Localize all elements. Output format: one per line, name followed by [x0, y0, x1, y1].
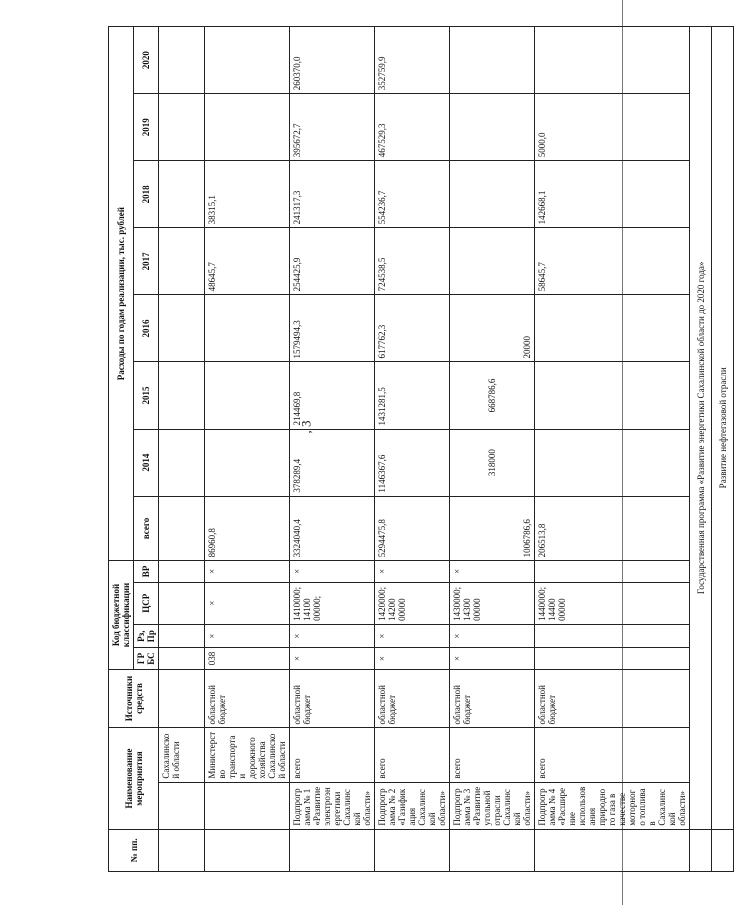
cell-value: 554236,7: [375, 161, 450, 228]
cell-total: 3324040,4: [290, 496, 375, 561]
cell-name: Подпрограмма № 2 «Газификация Сахалинской области»: [375, 782, 450, 829]
cell-value: 214469,8: [290, 362, 375, 429]
cell-value: [450, 27, 535, 94]
header-expenses: Расходы по годам реализации, тыс. рублей: [109, 27, 134, 561]
cell-vr: ×: [375, 561, 450, 582]
cell-value: 260370,0: [290, 27, 375, 94]
program-title: Государственная программа «Развитие энергетики Сахалинской области до 2020 года»: [690, 27, 712, 830]
cell-value: [159, 161, 205, 228]
table-row: [375, 27, 450, 872]
header-budget-code: Код бюджетной классификации: [109, 561, 134, 669]
cell-total: 206513,8: [535, 496, 690, 561]
header-year: 2014: [134, 429, 159, 496]
cell-csr: 1410000; 14100 00000;: [290, 582, 375, 624]
cell-grbs: 038: [205, 648, 290, 669]
header-num: № пп.: [109, 829, 159, 871]
cell-source: областной бюджет: [535, 669, 690, 728]
program-row: [690, 27, 712, 872]
expenses-table: [108, 26, 734, 872]
cell-value: 724538,5: [375, 228, 450, 295]
table-row: [159, 27, 205, 872]
cell-rzpr: ×: [205, 624, 290, 648]
cell-csr: 1420000; 14200 00000: [375, 582, 450, 624]
table-row: [450, 27, 535, 872]
cell-value: 395672,7: [290, 94, 375, 161]
cell-value: [159, 362, 205, 429]
cell-vr: [535, 561, 690, 582]
cell-num: [450, 829, 535, 871]
cell-name: Подпрограмма № 3 «Развитие угольной отрасли Сахалинской области»: [450, 782, 535, 829]
cell-value: 467529,3: [375, 94, 450, 161]
section-title: Развитие нефтегазовой отрасли: [712, 27, 734, 830]
header-year: 2017: [134, 228, 159, 295]
header-year: 2016: [134, 295, 159, 362]
cell-value: 254425,9: [290, 228, 375, 295]
header-year: 2019: [134, 94, 159, 161]
cell-value: [205, 429, 290, 496]
cell-name: [159, 782, 205, 829]
header-rzpr: Рз, Пр: [134, 624, 159, 648]
cell-value: [205, 295, 290, 362]
cell-value: [205, 27, 290, 94]
cell-csr: 1440000; 14400 00000: [535, 582, 690, 624]
cell-rzpr: ×: [375, 624, 450, 648]
cell-value: [535, 362, 690, 429]
cell-source: [159, 669, 205, 728]
cell-value: 378289,4: [290, 429, 375, 496]
cell-csr: ×: [205, 582, 290, 624]
cell-source: областной бюджет: [290, 669, 375, 728]
cell-total: 5294475,8: [375, 496, 450, 561]
cell-value: 1431281,5: [375, 362, 450, 429]
header-grbs: ГРБС: [134, 648, 159, 669]
cell-rzpr: [535, 624, 690, 648]
cell-value: 352759,9: [375, 27, 450, 94]
header-total: всего: [134, 496, 159, 561]
header-year: 2020: [134, 27, 159, 94]
cell-rzpr: [159, 624, 205, 648]
cell-value: [450, 161, 535, 228]
cell-value: 142668,1: [535, 161, 690, 228]
cell-num: [535, 829, 690, 871]
cell-vr: ×: [205, 561, 290, 582]
cell-value: 48645,7: [205, 228, 290, 295]
cell-sub: всего: [450, 728, 535, 782]
cell-vr: ×: [450, 561, 535, 582]
cell-grbs: [159, 648, 205, 669]
cell-source: областной бюджет: [450, 669, 535, 728]
table-row: [535, 27, 690, 872]
cell-num: [712, 829, 734, 871]
section-row: [712, 27, 734, 872]
cell-value: [159, 295, 205, 362]
cell-value: [535, 295, 690, 362]
cell-value: 241317,3: [290, 161, 375, 228]
header-csr: ЦСР: [134, 582, 159, 624]
header-row-1: [109, 27, 134, 872]
cell-name: Подпрограмма № 1 «Развитие электроэнергетики Сахалинской области»: [290, 782, 375, 829]
table-row: [205, 27, 290, 872]
cell-total: 86960,8: [205, 496, 290, 561]
header-year: 2018: [134, 161, 159, 228]
page-number: , 3: [298, 420, 314, 434]
header-source: Источники средств: [109, 669, 159, 728]
cell-sub: всего: [535, 728, 690, 782]
cell-source: областной бюджет: [205, 669, 290, 728]
cell-value: 668786,6: [450, 362, 535, 429]
cell-sub: всего: [375, 728, 450, 782]
cell-value: [159, 27, 205, 94]
cell-vr: [159, 561, 205, 582]
cell-csr: [159, 582, 205, 624]
cell-value: 58645,7: [535, 228, 690, 295]
cell-num: [159, 829, 205, 871]
header-vr: ВР: [134, 561, 159, 582]
cell-value: 5000,0: [535, 94, 690, 161]
cell-grbs: ×: [290, 648, 375, 669]
cell-value: 1146367,6: [375, 429, 450, 496]
cell-value: [450, 228, 535, 295]
cell-total: 1006786,6: [450, 496, 535, 561]
rotated-table-wrapper: [108, 26, 728, 872]
cell-value: 318000: [450, 429, 535, 496]
cell-grbs: ×: [450, 648, 535, 669]
cell-grbs: ×: [375, 648, 450, 669]
cell-num: [205, 829, 290, 871]
cell-value: [535, 429, 690, 496]
cell-name: Подпрограмма № 4 «Расширение использования природного газа в качестве моторного топлива в Сахалинской области»: [535, 782, 690, 829]
cell-value: 20000: [450, 295, 535, 362]
cell-num: [375, 829, 450, 871]
cell-sub: Сахалинской области: [159, 728, 205, 782]
header-name: Наименование мероприятия: [109, 728, 159, 829]
cell-value: [159, 228, 205, 295]
cell-value: [205, 94, 290, 161]
cell-value: 617762,3: [375, 295, 450, 362]
cell-rzpr: ×: [290, 624, 375, 648]
cell-value: [450, 94, 535, 161]
header-year: 2015: [134, 362, 159, 429]
cell-value: [159, 94, 205, 161]
cell-total: [159, 496, 205, 561]
cell-name: [205, 782, 290, 829]
cell-sub: Министерство транспорта и дорожного хозяйства Сахалинской области: [205, 728, 290, 782]
cell-value: [159, 429, 205, 496]
cell-num: [290, 829, 375, 871]
cell-vr: ×: [290, 561, 375, 582]
cell-value: [535, 27, 690, 94]
cell-value: 38315,1: [205, 161, 290, 228]
cell-source: областной бюджет: [375, 669, 450, 728]
table-row: [290, 27, 375, 872]
cell-sub: всего: [290, 728, 375, 782]
cell-value: 1579494,3: [290, 295, 375, 362]
cell-grbs: [535, 648, 690, 669]
cell-rzpr: ×: [450, 624, 535, 648]
cell-num: [690, 829, 712, 871]
cell-csr: 1430000; 14300 00000: [450, 582, 535, 624]
cell-value: [205, 362, 290, 429]
